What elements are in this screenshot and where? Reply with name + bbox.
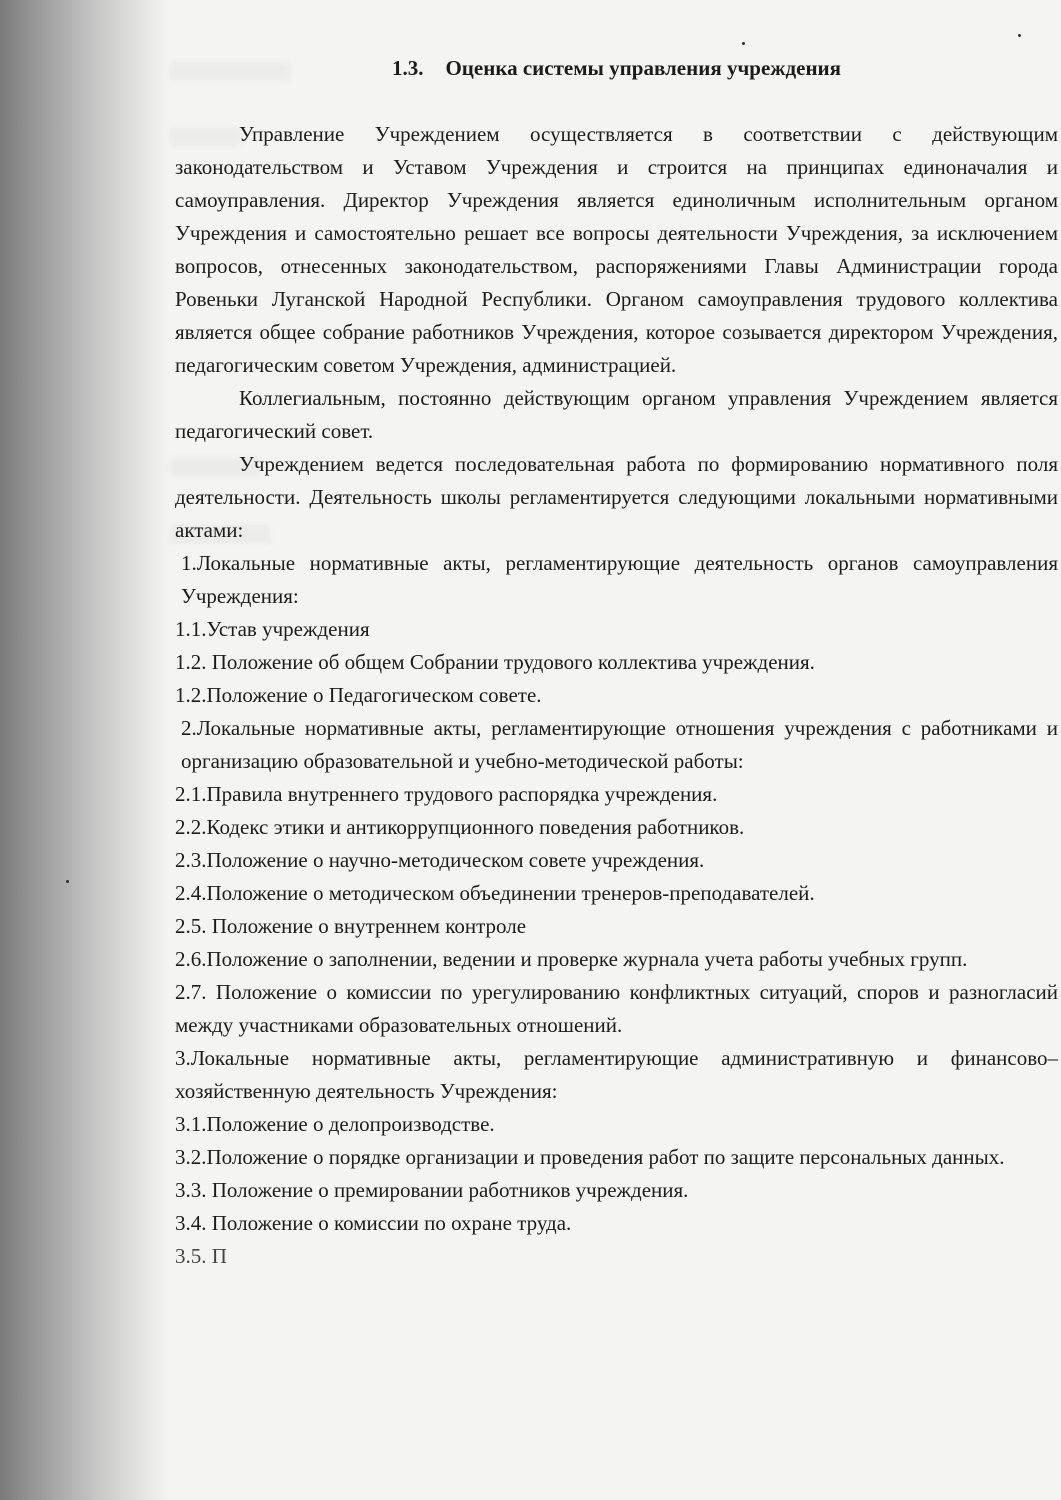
- list-item: 2.6.Положение о заполнении, ведении и проверке журнала учета работы учебных групп.: [175, 947, 968, 971]
- list-item: 2.5. Положение о внутреннем контроле: [175, 914, 527, 938]
- section-heading: [175, 52, 1058, 85]
- list-item: 1.1.Устав учреждения: [175, 617, 370, 641]
- list-item: 2.7. Положение о комиссии по урегулированию конфликтных ситуаций, споров и разногласий между участниками образовательных отношений.: [175, 980, 1058, 1037]
- paragraph: Управление Учреждением осуществляется в соответствии с действующим законодательством и Уставом Учреждения и строится на принципах единоначалия и самоуправления. Директор Учреждения является единоличным исполнительным органом Учреждения и самостоятельно решает все вопросы деятельности Учреждения, за исключением вопросов, отнесенных законодательством, распоряжениями Главы Администрации города Ровеньки Луганской Народной Республики. Органом самоуправления трудового коллектива является общее собрание работников Учреждения, которое созывается директором Учреждения, педагогическим советом Учреждения, администрацией.: [175, 122, 1058, 377]
- list-item: 3.1.Положение о делопроизводстве.: [175, 1112, 495, 1136]
- list-item: 3.2.Положение о порядке организации и проведения работ по защите персональных данных.: [175, 1145, 1005, 1169]
- cut-off-line: [175, 1240, 1058, 1268]
- scan-speck: [66, 880, 69, 883]
- scan-binding-shadow: [0, 0, 170, 1500]
- list-item: 2.1.Правила внутреннего трудового распорядка учреждения.: [175, 782, 718, 806]
- list-item: 2.3.Положение о научно-методическом совете учреждения.: [175, 848, 705, 872]
- paragraph: Коллегиальным, постоянно действующим органом управления Учреждением является педагогический совет.: [175, 386, 1058, 443]
- paragraph: Учреждением ведется последовательная работа по формированию нормативного поля деятельности. Деятельность школы регламентируется следующими локальными нормативными актами:: [175, 452, 1058, 542]
- cut-off-text: 3.5. П: [175, 1244, 227, 1268]
- list-item: 3.4. Положение о комиссии по охране труда.: [175, 1211, 572, 1235]
- list-item: 2.2.Кодекс этики и антикоррупционного поведения работников.: [175, 815, 745, 839]
- section-title: Оценка системы управления учреждения: [445, 56, 842, 80]
- section-number: 1.3.: [391, 56, 424, 80]
- list-item: 3.Локальные нормативные акты, регламентирующие административную и финансово–хозяйственную деятельность Учреждения:: [175, 1046, 1058, 1103]
- document-page: [175, 52, 1058, 1268]
- list-item: 3.3. Положение о премировании работников учреждения.: [175, 1178, 689, 1202]
- scan-speck: [1018, 34, 1021, 37]
- list-item: 1.2. Положение об общем Собрании трудового коллектива учреждения.: [175, 650, 815, 674]
- list-item: 2.Локальные нормативные акты, регламентирующие отношения учреждения с работниками и организацию образовательной и учебно-методической работы:: [181, 716, 1058, 773]
- list-item: 1.Локальные нормативные акты, регламентирующие деятельность органов самоуправления Учреждения:: [181, 551, 1058, 608]
- list-item: 2.4.Положение о методическом объединении тренеров-преподавателей.: [175, 881, 815, 905]
- list-item: 1.2.Положение о Педагогическом совете.: [175, 683, 542, 707]
- scan-speck: [742, 42, 745, 45]
